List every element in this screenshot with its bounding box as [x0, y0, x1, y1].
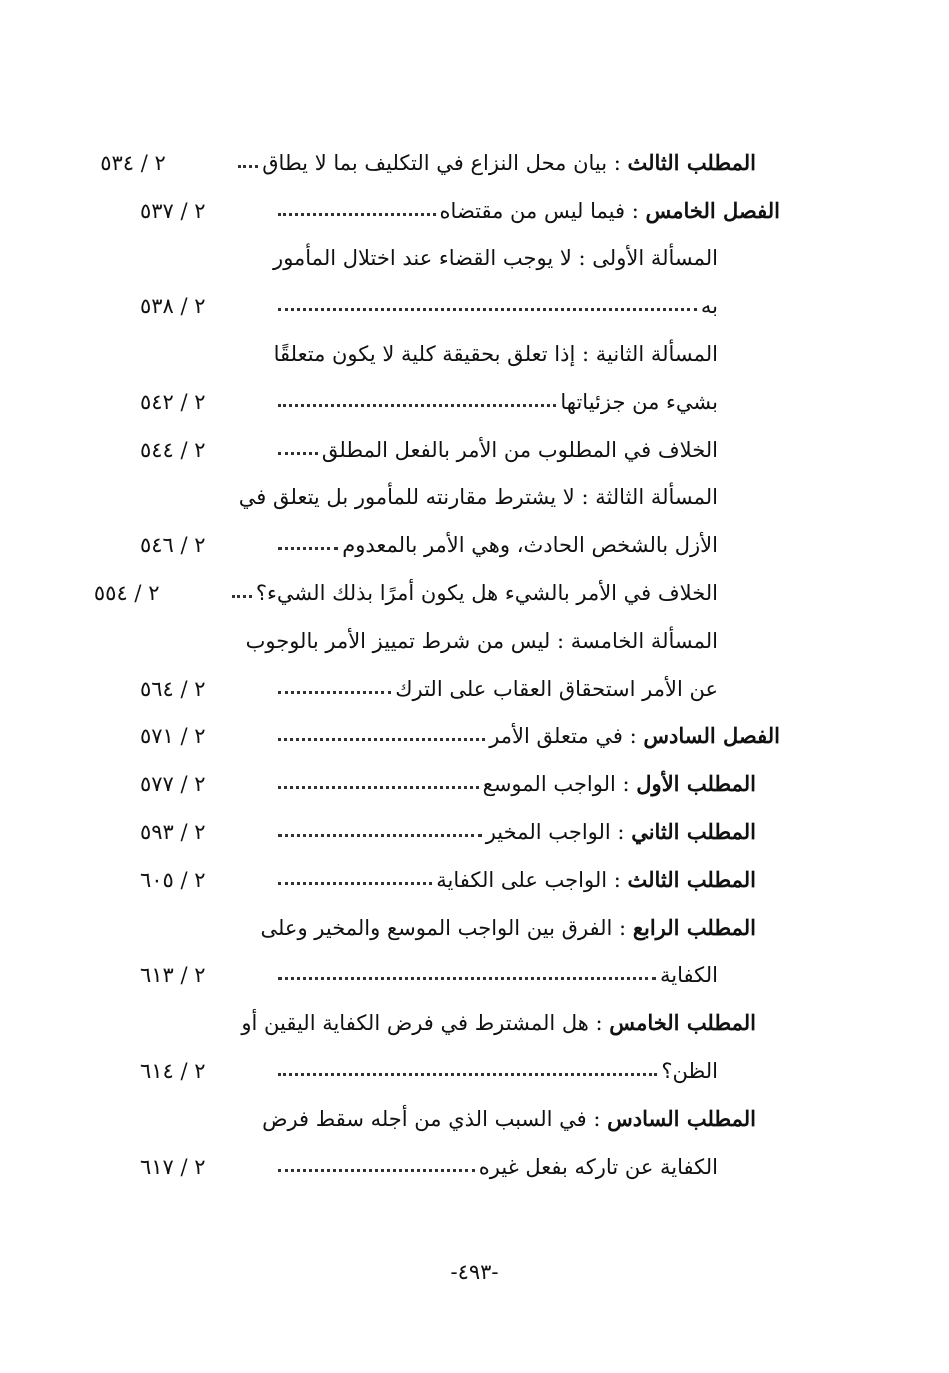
toc-entry — [140, 1088, 780, 1136]
toc-entry-title — [262, 1105, 756, 1136]
toc-entry — [140, 275, 780, 323]
toc-entry — [100, 132, 780, 180]
dot-leader — [232, 595, 252, 598]
toc-entry-title — [273, 341, 718, 371]
toc-page-reference: ٢ / ٥٥٤ — [93, 580, 160, 605]
toc-entry-title — [660, 965, 718, 992]
toc-entry-heading-label: الفصل الخامس — [645, 197, 780, 223]
toc-entry-title — [439, 197, 780, 228]
table-of-contents — [93, 132, 780, 1184]
toc-entry-title — [262, 149, 756, 180]
dot-leader — [278, 452, 318, 455]
toc-entry — [140, 1040, 780, 1088]
dot-leader — [278, 1169, 475, 1172]
toc-page-reference: ٢ / ٦١٧ — [140, 1154, 206, 1179]
toc-entry-title — [255, 580, 718, 610]
toc-entry — [140, 180, 780, 228]
toc-entry — [140, 1136, 780, 1184]
toc-entry-heading-label: المطلب السادس — [607, 1105, 756, 1131]
dot-leader — [278, 404, 556, 407]
toc-page-reference: ٢ / ٥٤٤ — [140, 437, 206, 462]
dot-leader — [278, 786, 479, 789]
toc-entry — [140, 610, 780, 658]
toc-entry-text: عن الأمر استحقاق العقاب على الترك — [395, 676, 718, 701]
toc-entry-title — [478, 1154, 718, 1184]
toc-entry-title — [342, 535, 718, 562]
toc-entry-text: الأزل بالشخص الحادث، وهي الأمر بالمعدوم — [342, 533, 718, 558]
toc-entry-text: به — [700, 294, 718, 319]
toc-entry — [140, 945, 780, 993]
dot-leader — [278, 1073, 657, 1076]
toc-entry — [140, 658, 780, 706]
toc-entry — [140, 801, 780, 849]
dot-leader — [278, 882, 432, 885]
toc-entry-title — [485, 818, 756, 849]
toc-entry — [140, 228, 780, 276]
dot-leader — [278, 738, 485, 741]
toc-entry-title — [273, 248, 718, 275]
toc-page-reference: ٢ / ٥٤٦ — [140, 533, 206, 558]
toc-entry-text: : فيما ليس من مقتضاه — [439, 198, 639, 223]
toc-page-reference: ٢ / ٥٣٨ — [140, 294, 206, 319]
toc-entry-heading-label: المطلب الرابع — [632, 914, 756, 940]
toc-entry — [140, 897, 780, 945]
toc-page-reference: ٢ / ٦٠٥ — [140, 867, 206, 892]
toc-entry-heading-label: المطلب الثاني — [631, 818, 756, 844]
toc-entry — [140, 514, 780, 562]
toc-entry-text: بشيء من جزئياتها — [560, 389, 718, 414]
toc-entry — [140, 371, 780, 419]
toc-entry-text: الخلاف في الأمر بالشيء هل يكون أمرًا بذلك الشيء؟ — [255, 580, 718, 605]
toc-entry-text: الكفاية — [660, 963, 718, 988]
toc-entry-text: المسألة الثالثة : لا يشترط مقارنته للمأمور بل يتعلق في — [238, 485, 718, 510]
dot-leader — [278, 547, 338, 550]
toc-entry-title — [260, 914, 756, 945]
toc-entry — [140, 323, 780, 371]
toc-entry — [140, 753, 780, 801]
toc-entry-text: المسألة الثانية : إذا تعلق بحقيقة كلية لا يكون متعلقًا — [273, 341, 718, 366]
dot-leader — [278, 213, 436, 216]
toc-entry — [140, 467, 780, 515]
toc-entry — [140, 419, 780, 467]
toc-entry-text: الكفاية عن تاركه بفعل غيره — [478, 1154, 718, 1179]
toc-entry-text: : الواجب الموسع — [482, 772, 630, 797]
toc-entry-title — [483, 773, 756, 801]
toc-entry-title — [436, 866, 756, 897]
toc-entry-text: الخلاف في المطلوب من الأمر بالفعل المطلق — [321, 437, 718, 462]
toc-entry-text: : هل المشترط في فرض الكفاية اليقين أو — [241, 1011, 603, 1036]
page-number: -٤٩٣- — [450, 1260, 499, 1284]
toc-entry-text: : في متعلق الأمر — [489, 724, 637, 749]
toc-entry-title — [245, 628, 718, 658]
toc-entry-text: : الواجب على الكفاية — [436, 867, 621, 892]
toc-entry-title — [239, 487, 718, 514]
toc-entry-text: الظن؟ — [661, 1058, 718, 1083]
toc-entry-heading-label: الفصل السادس — [643, 723, 780, 749]
toc-entry — [93, 562, 780, 610]
toc-entry-text: : الفرق بين الواجب الموسع والمخير وعلى — [260, 915, 627, 940]
toc-entry-heading-label: المطلب الخامس — [609, 1010, 756, 1036]
toc-page-reference: ٢ / ٥٦٤ — [140, 676, 206, 701]
toc-page-reference: ٢ / ٥٤٢ — [140, 389, 206, 414]
toc-entry-title — [661, 1058, 718, 1088]
toc-page-reference: ٢ / ٥٣٧ — [140, 198, 206, 223]
toc-page-reference: ٢ / ٥٩٣ — [140, 819, 206, 844]
toc-page-reference: ٢ / ٥٧٧ — [140, 772, 206, 797]
toc-entry-text: المسألة الأولى : لا يوجب القضاء عند اختلال المأمور — [273, 246, 718, 271]
toc-entry — [140, 849, 780, 897]
toc-entry-text: المسألة الخامسة : ليس من شرط تمييز الأمر بالوجوب — [245, 628, 718, 653]
toc-entry-heading-label: المطلب الثالث — [627, 866, 756, 892]
dot-leader — [278, 308, 697, 311]
dot-leader — [238, 165, 258, 168]
toc-page-reference: ٢ / ٥٧١ — [140, 724, 206, 749]
toc-page-reference: ٢ / ٥٣٤ — [100, 150, 166, 175]
toc-entry-text: : الواجب المخير — [485, 819, 625, 844]
toc-entry-title — [701, 296, 718, 323]
toc-entry-heading-label: المطلب الثالث — [627, 149, 756, 175]
toc-entry-text: : في السبب الذي من أجله سقط فرض — [262, 1106, 601, 1131]
toc-entry-heading-label: المطلب الأول — [636, 771, 756, 797]
toc-entry-title — [395, 676, 718, 706]
dot-leader — [278, 977, 656, 980]
toc-page-reference: ٢ / ٦١٣ — [140, 963, 206, 988]
dot-leader — [278, 834, 482, 837]
toc-entry — [140, 992, 780, 1040]
toc-entry-text: : بيان محل النزاع في التكليف بما لا يطاق — [262, 150, 621, 175]
dot-leader — [278, 691, 391, 694]
toc-entry-title — [489, 725, 780, 753]
toc-entry — [140, 706, 780, 754]
toc-entry-title — [321, 437, 718, 467]
toc-entry-title — [241, 1012, 756, 1040]
toc-page-reference: ٢ / ٦١٤ — [140, 1058, 206, 1083]
toc-entry-title — [560, 389, 718, 419]
